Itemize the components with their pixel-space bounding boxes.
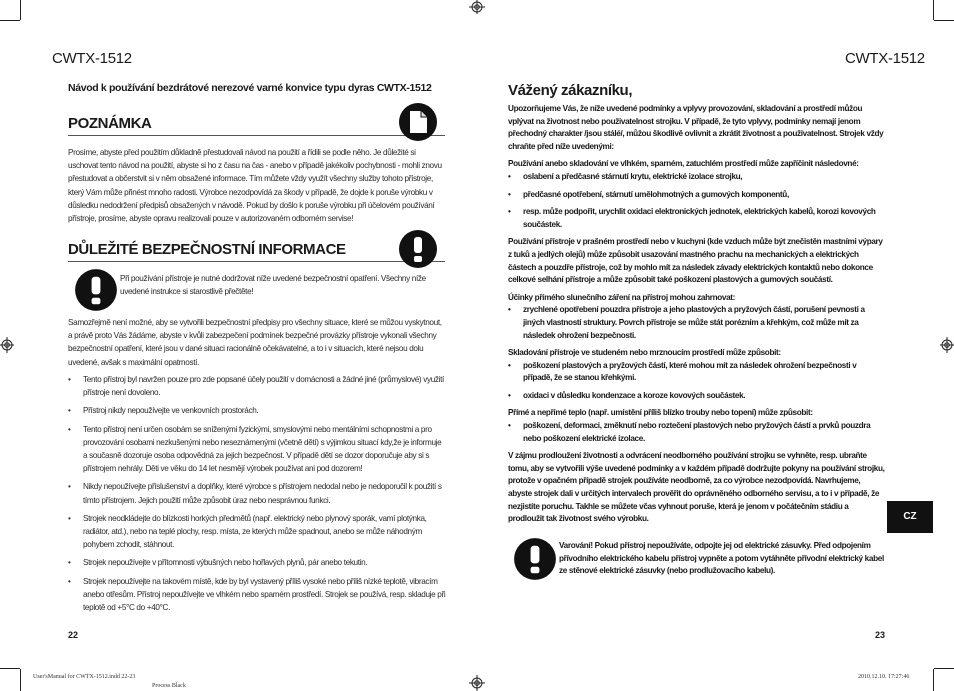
safety-intro: Samozřejmě není možné, aby se vytvořili bezpečnostní předpisy pro všechny situace, které se můžou vyskytnout, a právě proto Vás žádáme, abyste v kvůli zabezpečení podmínek bezpečné provázky přístroje vykonali všechny bezpečnostní opatření, které jsou v dané situaci racionálně očekávatelné, a to i v situacích, které nejsou dolu uvedené, avšak s maximální opatrností. (68, 318, 442, 367)
humidity-paragraph: Používání anebo skladování ve vlhkém, sparném, zatuchlém prostředí může zapříčinit následovné: (508, 159, 859, 169)
safety-heading: DŮLEŽITÉ BEZPEČNOSTNÍ INFORMACE (68, 241, 346, 258)
right-body (508, 103, 886, 531)
list-item: • Přístroj nikdy nepoužívejte ve venkovních prostorách. (68, 404, 446, 417)
crop-mark (933, 669, 934, 691)
document-icon (398, 102, 438, 147)
registration-mark-icon (0, 337, 14, 353)
exclamation-icon (398, 229, 438, 274)
list-item: • Strojek nepoužívejte na takovém místě, kde by byl vystavený příliš vysoké nebo příliš nízké teplotě, vibracím anebo otřesům. Přístroj nepoužívejte ve vlhkém nebo sparném prostředí. Strojek se používá, resp. skladuje při teplotě od +5°C do +40°C. (68, 575, 446, 615)
exclamation-icon (513, 537, 557, 586)
registration-mark-icon (469, 675, 485, 691)
lifetime-paragraph: V zájmu prodloužení životnosti a odvrácení neodborného používání strojku se vyhněte, resp. ubraňte tomu, aby se vytvořili výše uvedené podmínky a v každém případě dodržujte pokyny na používání strojku, protože v opačném případě strojek používáte neodborně, za co výrobce nezodpovídá. Navrhujeme, abyste strojek dali v určitých intervalech prověřit do oprávněného odborného servisu, a to i v případě, že nezjistíte poruchu. Takhle se můžete včas vyhnout poruše, která je jenom v počátečním stádiu a prodloužit tak životnost svého výrobku. (508, 451, 885, 524)
crop-mark (934, 20, 954, 21)
note-text: Prosíme, abyste před použitím důkladně přestudovali návod na použití a řídili se podle něho. Je důležité si uschovat tento návod na použití, abyste si ho z času na čas - anebo v případě jakékoliv pochybnosti - mohli znovu přestudovat a občerstvit si v něm obsažené informace. Tím můžete vždy využít všechny služby tohoto přístroje, který Vám může přinést mnoho radosti. Výrobce nezodpovídá za škody v případě, že dojde k poruše výrobku v důsledku nedodržení předpisů obsažených v návodě. Pokud by došlo k poruše výrobku při účelovém používání přístroje, prosíme, abyste opravu realizovali pouze v autorizovaném odborném servise! (68, 148, 442, 224)
humidity-list (508, 171, 886, 231)
list-item: • resp. může podpořit, urychlit oxidaci elektronických jednotek, elektrických kabelů, korozi kovových součástek. (508, 206, 886, 231)
cold-paragraph: Skladování přístroje ve studeném nebo mrznoucím prostředí může způsobit: (508, 348, 781, 358)
list-item: • Nikdy nepoužívejte příslušenství a doplňky, které výrobce s přístrojem nedodal nebo je nedoporučil k použití s tímto přístrojem. Jejich použití může způsobit úraz nebo nesprávnou funkci. (68, 480, 446, 506)
footer-file: User'sManual for CWTX-1512.indd 22-23 (33, 674, 136, 680)
page-number-left: 22 (68, 630, 79, 640)
list-item: • Strojek neodkládejte do blízkosti horkých předmětů (např. elektrický nebo plynový sporák, vamí plotýnka, radiátor, atd.), nebo na teplé plochy, resp. místa, ze kterých může spadnout, anebo se může náhodným pohybem zchodit, stáhnout. (68, 512, 446, 552)
crop-mark (0, 20, 20, 21)
crop-mark (934, 668, 954, 669)
greeting-heading: Vážený zákazníku, (508, 82, 633, 99)
list-item: • zrychlené opotřebení pouzdra přístroje a jeho plastových a pryžových částí, porušení pevnosti a jiných vlastností struktury. Povrch přístroje se může stát porézním a křehkým, což může mít za následek ohrožení bezpečnosti. (508, 304, 886, 342)
registration-mark-icon (469, 0, 485, 14)
model-label-left: CWTX-1512 (52, 50, 132, 67)
dust-paragraph: Používání přístroje v prašném prostředí nebo v kuchyni (kde vzduch může být znečistěn mastními výpary z tuků a jedlých olejů) může způsobit usazování mastného prachu na mechanických a elektrických částech a pouzdře přístroje, což by mohlo mít za následek závady elektrických kontaktů nebo dokonce celkové selhání přístroje a může způsobit také poškození plastových a gumových součástí. (508, 237, 883, 285)
page-number-right: 23 (875, 630, 886, 640)
sunlight-paragraph: Účinky přímého slunečního záření na přístroj mohou zahrnovat: (508, 292, 736, 302)
exclamation-icon (74, 268, 118, 317)
language-tab: CZ (887, 501, 933, 533)
list-item: • Tento přístroj není určen osobám se sníženými fyzickými, smyslovými nebo mentálními schopnostmi a pro provozování osobami nezkušenými nebo neseznámenými (včetně dětí) s výjimkou situací kdy,že je informuje a současně dozoruje osoba odpovědná za jejich bezpečnost. V případě dětí se dozor doporučuje aby si s přístrojem nehrály. Děti ve věku do 14 let nesmějí výrobek používat ani pod dozorem! (68, 423, 446, 476)
sunlight-list (508, 304, 886, 342)
list-item: • poškození, deformaci, změknutí nebo roztečení plastových nebo pryžových částí a prvků pouzdra nebo poškození elektrické izolace. (508, 420, 886, 445)
list-item: • poškození plastových a pryžových částí, které mohou mít za následek ohrožení bezpečnosti v případě, že se stanou křehkými. (508, 360, 886, 385)
model-label-right: CWTX-1512 (845, 50, 925, 67)
crop-mark (20, 0, 21, 20)
list-item: • oxidaci v důsledku kondenzace a koroze kovových součástek. (508, 390, 886, 403)
cold-list (508, 360, 886, 403)
crop-mark (20, 669, 21, 691)
list-item: • Strojek nepoužívejte v přítomnosti výbušných nebo hořlavých plynů, pár anebo tekutin. (68, 556, 446, 569)
note-heading: POZNÁMKA (68, 115, 152, 132)
note-heading-rule (68, 135, 445, 136)
safety-bullet-list (68, 373, 446, 619)
footer-timestamp: 2010.12.10. 17:27:46 (858, 674, 910, 680)
document-title: Návod k používání bezdrátové nerezové varné konvice typu dyras CWTX-1512 (68, 82, 432, 94)
footer-process: Process Black (152, 683, 186, 689)
crop-mark (0, 668, 20, 669)
list-item: • Tento přístroj byl navržen pouze pro zde popsané účely použití v domácnosti a žádné jiné (průmyslové) využití přístroje není dovoleno. (68, 373, 446, 399)
unplug-warning: Varování! Pokud přístroj nepoužíváte, odpojte jej od elektrické zásuvky. Před odpojením přívodního elektrického kabelu přístroj vypněte a potom vytáhněte přívodní elektrický kabel ze stěnové elektrické zásuvky (nebo prodlužovacího kabelu). (559, 541, 884, 576)
registration-mark-icon (940, 337, 954, 353)
safety-heading-rule (68, 261, 445, 262)
list-item: • předčasné opotřebení, stárnutí umělohmotných a gumových komponentů, (508, 189, 886, 202)
intro-paragraph: Upozorňujeme Vás, že níže uvedené podmínky a vplyvy provozování, skladování a prostředí můžou vplývat na životnost nebo použivatelnost strojku. V případě, že tyto vplyvy, podmínky nemají jenom přechodný charakter /jsou stálé/, můžou škodlivě ovlivnit a zkrátit životnost a použivatelnost. Strojek vždy chraňte před níže uvedenými: (508, 104, 884, 151)
list-item: • oslabení a předčasné stárnutí krytu, elektrické izolace strojku, (508, 171, 886, 184)
crop-mark (933, 0, 934, 20)
heat-paragraph: Přímé a nepřímé teplo (např. umístění příliš blízko trouby nebo topení) může způsobit: (508, 408, 813, 418)
safety-warning: Při používání přístroje je nutné dodržovat níže uvedené bezpečnostní opatření. Všechny níže uvedené instrukce si starostlivě přečtěte! (120, 274, 426, 297)
heat-list (508, 420, 886, 445)
